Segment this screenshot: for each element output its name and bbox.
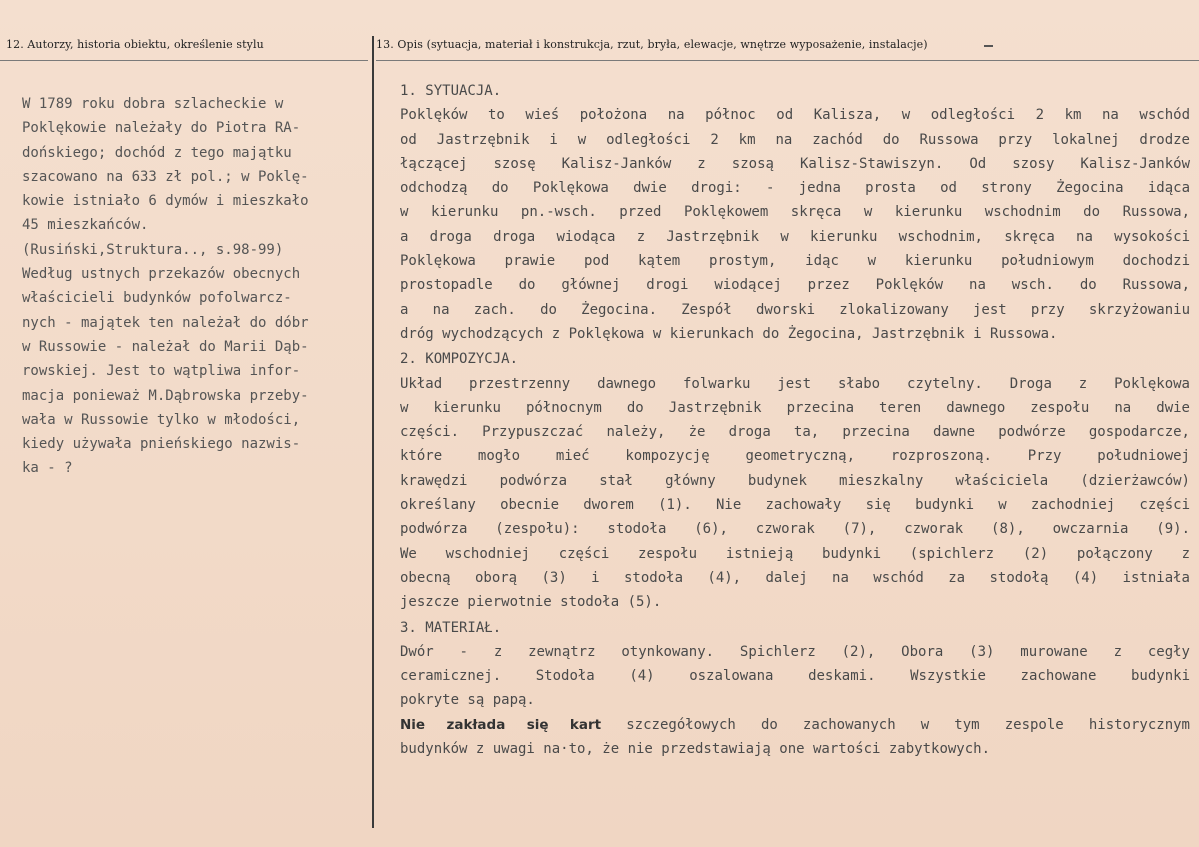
text-line: odchodzą do Poklękowa dwie drogi: - jedna prosta od strony Żegocina idąca xyxy=(400,180,1190,197)
text-line: Dwór - z zewnątrz otynkowany. Spichlerz (2), Obora (3) murowane z cegły xyxy=(400,643,1190,660)
text-line: Poklękowie należały do Piotra RA- xyxy=(22,120,301,137)
column-divider xyxy=(372,36,374,828)
text-line: 45 mieszkańców. xyxy=(22,217,149,234)
text-line: pokryte są papą. xyxy=(400,692,535,709)
header-dash-mark xyxy=(984,45,993,47)
text-line: które mogło mieć kompozycję geometryczną, rozproszoną. Przy południowej xyxy=(400,448,1190,465)
closing-bold-phrase: Nie zakłada się kart xyxy=(400,716,602,733)
text-line: wała w Russowie tylko w młodości, xyxy=(22,411,301,428)
text-line: obecną oborą (3) i stodoła (4), dalej na wschód za stodołą (4) istniała xyxy=(400,569,1190,586)
text-line: (Rusiński,Struktura.., s.98-99) xyxy=(22,241,284,258)
text-line: We wschodniej części zespołu istnieją budynki (spichlerz (2) połączony z xyxy=(400,545,1190,562)
text-line: podwórza (zespołu): stodoła (6), czworak (7), czworak (8), owczarnia (9). xyxy=(400,521,1190,538)
text-line: dróg wychodzących z Poklękowa w kierunkach do Żegocina, Jastrzębnik i Russowa. xyxy=(400,325,1058,342)
right-section-header: 13. Opis (sytuacja, materiał i konstrukcja, rzut, bryła, elewacje, wnętrze wyposażenie, instalacje) xyxy=(376,38,928,51)
text-line: w kierunku północnym do Jastrzębnik przecina teren dawnego zespołu na dwie xyxy=(400,399,1190,416)
closing-line-1-rest: szczegółowych do zachowanych w tym zespole historycznym xyxy=(601,716,1190,733)
description-text-column xyxy=(400,78,1190,761)
text-line: Według ustnych przekazów obecnych xyxy=(22,266,301,283)
text-line: w Russowie - należał do Marii Dąb- xyxy=(22,338,309,355)
closing-line-2: budynków z uwagi na·to, że nie przedstawiają one wartości zabytkowych. xyxy=(400,741,991,758)
text-line: od Jastrzębnik i w odległości 2 km na zachód do Russowa przy lokalnej drodze xyxy=(400,131,1190,148)
text-line: części. Przypuszczać należy, że droga ta, przecina dawne podwórze gospodarcze, xyxy=(400,424,1190,441)
section-body-composition xyxy=(400,372,1190,615)
text-line: Układ przestrzenny dawnego folwarku jest słabo czytelny. Droga z Poklękowa xyxy=(400,375,1190,392)
text-line: macja ponieważ M.Dąbrowska przeby- xyxy=(22,387,309,404)
text-line: W 1789 roku dobra szlacheckie w xyxy=(22,96,284,112)
closing-line-1 xyxy=(400,713,1190,737)
text-line: kiedy używała pnieńskiego nazwis- xyxy=(22,436,301,453)
text-line: ceramicznej. Stodoła (4) oszalowana deskami. Wszystkie zachowane budynki xyxy=(400,668,1190,685)
text-line: nych - majątek ten należał do dóbr xyxy=(22,314,309,331)
text-line: Poklęków to wieś położona na północ od Kalisza, w odległości 2 km na wschód xyxy=(400,107,1190,124)
section-body-situation xyxy=(400,103,1190,346)
left-header-rule xyxy=(0,60,368,61)
history-text-column xyxy=(22,92,367,481)
text-line: ka - ? xyxy=(22,460,73,477)
left-section-header: 12. Autorzy, historia obiektu, określenie stylu xyxy=(6,38,264,51)
text-line: a na zach. do Żegocina. Zespół dworski zlokalizowany jest przy skrzyżowaniu xyxy=(400,301,1190,318)
right-header-rule xyxy=(376,60,1199,61)
text-line: Poklękowa prawie pod kątem prostym, idąc w kierunku południowym dochodzi xyxy=(400,253,1190,270)
section-title-material: 3. MATERIAŁ. xyxy=(400,619,502,636)
section-body-material xyxy=(400,640,1190,713)
section-title-composition: 2. KOMPOZYCJA. xyxy=(400,351,519,368)
text-line: prostopadle do głównej drogi wiodącej przez Poklęków na wsch. do Russowa, xyxy=(400,277,1190,294)
text-line: dońskiego; dochód z tego majątku xyxy=(22,144,292,161)
text-line: określany obecnie dworem (1). Nie zachowały się budynki w zachodniej części xyxy=(400,497,1190,514)
section-title-situation: 1. SYTUACJA. xyxy=(400,83,502,99)
text-line: łączącej szosę Kalisz-Janków z szosą Kalisz-Stawiszyn. Od szosy Kalisz-Janków xyxy=(400,155,1190,172)
text-line: rowskiej. Jest to wątpliwa infor- xyxy=(22,363,301,380)
text-line: w kierunku pn.-wsch. przed Poklękowem skręca w kierunku wschodnim do Russowa, xyxy=(400,204,1190,221)
text-line: szacowano na 633 zł pol.; w Poklę- xyxy=(22,168,309,185)
text-line: właścicieli budynków pofolwarcz- xyxy=(22,290,292,307)
text-line: kowie istniało 6 dymów i mieszkało xyxy=(22,193,309,210)
text-line: jeszcze pierwotnie stodoła (5). xyxy=(400,594,662,611)
text-line: a droga droga wiodąca z Jastrzębnik w kierunku wschodnim, skręca na wysokości xyxy=(400,228,1190,245)
text-line: krawędzi podwórza stał główny budynek mieszkalny właściciela (dzierżawców) xyxy=(400,472,1190,489)
